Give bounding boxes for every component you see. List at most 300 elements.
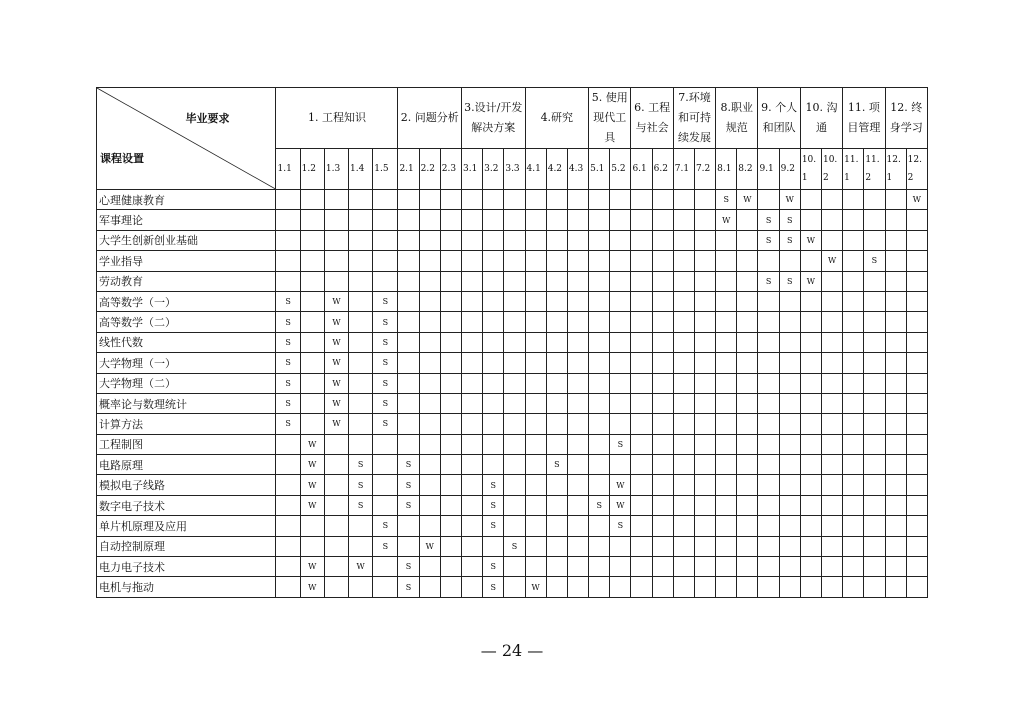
support-mark-cell [324,271,348,291]
support-mark-cell [349,516,373,536]
support-mark-cell [525,210,546,230]
support-mark-cell [843,536,864,556]
support-mark-cell [373,475,398,495]
support-mark-cell [800,312,821,332]
support-mark-cell [694,332,715,352]
support-mark-cell [546,393,567,413]
support-mark-cell [610,353,631,373]
support-mark-cell: S [276,353,300,373]
support-mark-cell [800,536,821,556]
support-mark-cell [843,230,864,250]
support-mark-cell: W [300,557,324,577]
support-mark-cell [589,271,610,291]
support-mark-cell [779,332,800,352]
support-mark-cell [652,251,673,271]
support-mark-cell [276,455,300,475]
support-mark-cell [462,353,483,373]
course-name: 工程制图 [97,434,276,454]
support-mark-cell: W [800,271,821,291]
support-mark-cell [462,455,483,475]
support-mark-cell [525,271,546,291]
support-mark-cell [843,414,864,434]
support-mark-cell: S [483,516,504,536]
support-mark-cell [398,536,419,556]
support-mark-cell [546,475,567,495]
support-mark-cell [673,455,694,475]
support-mark-cell [398,516,419,536]
support-mark-cell [716,312,737,332]
support-mark-cell [610,373,631,393]
support-mark-cell [567,475,588,495]
support-mark-cell [610,312,631,332]
support-mark-cell [779,434,800,454]
support-mark-cell [419,475,440,495]
support-mark-cell [589,536,610,556]
course-name: 高等数学（一） [97,291,276,311]
support-mark-cell [843,271,864,291]
support-mark-cell [349,536,373,556]
support-mark-cell: W [525,577,546,597]
support-mark-cell [567,434,588,454]
support-mark-cell [800,434,821,454]
support-mark-cell [843,353,864,373]
support-mark-cell: S [373,332,398,352]
support-mark-cell: W [906,190,927,210]
support-mark-cell [779,455,800,475]
course-name: 高等数学（二） [97,312,276,332]
support-mark-cell [462,332,483,352]
support-mark-cell [276,577,300,597]
support-mark-cell [610,414,631,434]
requirement-sub-header: 1.3 [324,149,348,190]
support-mark-cell [589,312,610,332]
course-rows [97,190,928,598]
support-mark-cell [419,332,440,352]
corner-cell [97,88,276,190]
support-mark-cell [567,190,588,210]
support-mark-cell [885,291,906,311]
support-mark-cell [673,414,694,434]
requirements-table [96,87,928,598]
course-name: 单片机原理及应用 [97,516,276,536]
support-mark-cell [419,373,440,393]
support-mark-cell [758,536,779,556]
support-mark-cell [525,516,546,536]
support-mark-cell [546,312,567,332]
requirement-sub-header: 12.2 [906,149,927,190]
support-mark-cell [779,516,800,536]
support-mark-cell [631,230,652,250]
support-mark-cell [821,434,842,454]
support-mark-cell [716,271,737,291]
support-mark-cell [373,230,398,250]
support-mark-cell [525,434,546,454]
support-mark-cell [737,353,758,373]
support-mark-cell [885,414,906,434]
support-mark-cell: W [300,434,324,454]
support-mark-cell [821,536,842,556]
course-name: 心理健康教育 [97,190,276,210]
support-mark-cell [462,210,483,230]
support-mark-cell [525,373,546,393]
support-mark-cell [906,414,927,434]
support-mark-cell [843,516,864,536]
support-mark-cell [716,455,737,475]
support-mark-cell [589,332,610,352]
support-mark-cell: S [349,455,373,475]
support-mark-cell [779,475,800,495]
support-mark-cell [843,373,864,393]
support-mark-cell [906,557,927,577]
support-mark-cell: W [821,251,842,271]
support-mark-cell [504,495,525,515]
requirement-group-header: 6. 工程与社会 [631,88,673,149]
support-mark-cell [673,516,694,536]
support-mark-cell [525,332,546,352]
support-mark-cell [673,475,694,495]
support-mark-cell [864,291,885,311]
requirement-group-header: 1. 工程知识 [276,88,398,149]
support-mark-cell [906,230,927,250]
support-mark-cell [276,475,300,495]
course-name: 大学生创新创业基础 [97,230,276,250]
support-mark-cell [589,414,610,434]
support-mark-cell [737,210,758,230]
support-mark-cell [821,393,842,413]
support-mark-cell [864,414,885,434]
support-mark-cell: S [758,230,779,250]
support-mark-cell [694,516,715,536]
support-mark-cell [504,557,525,577]
support-mark-cell [694,414,715,434]
support-mark-cell [525,475,546,495]
support-mark-cell [349,393,373,413]
support-mark-cell [440,495,461,515]
support-mark-cell: S [610,434,631,454]
support-mark-cell [567,353,588,373]
requirement-sub-header: 3.2 [483,149,504,190]
support-mark-cell [631,271,652,291]
support-mark-cell [589,434,610,454]
requirement-sub-header: 4.1 [525,149,546,190]
support-mark-cell [779,251,800,271]
support-mark-cell [440,190,461,210]
support-mark-cell [864,393,885,413]
support-mark-cell [462,495,483,515]
support-mark-cell [673,332,694,352]
support-mark-cell: S [716,190,737,210]
support-mark-cell [324,230,348,250]
support-mark-cell [349,230,373,250]
support-mark-cell [398,251,419,271]
support-mark-cell [864,332,885,352]
support-mark-cell [589,251,610,271]
support-mark-cell [324,251,348,271]
support-mark-cell [567,495,588,515]
support-mark-cell: W [300,455,324,475]
support-mark-cell [462,393,483,413]
support-mark-cell: W [324,332,348,352]
course-name: 概率论与数理统计 [97,393,276,413]
support-mark-cell [300,536,324,556]
support-mark-cell [864,210,885,230]
support-mark-cell [652,536,673,556]
support-mark-cell [373,455,398,475]
support-mark-cell [737,414,758,434]
support-mark-cell [567,414,588,434]
support-mark-cell [610,251,631,271]
support-mark-cell [800,495,821,515]
support-mark-cell [504,230,525,250]
support-mark-cell [864,190,885,210]
support-mark-cell [864,312,885,332]
support-mark-cell [652,495,673,515]
requirement-sub-header: 2.3 [440,149,461,190]
requirement-sub-header: 2.1 [398,149,419,190]
course-name: 劳动教育 [97,271,276,291]
support-mark-cell [419,210,440,230]
support-mark-cell [631,577,652,597]
diagonal-line [97,88,275,189]
support-mark-cell [419,353,440,373]
support-mark-cell [276,190,300,210]
support-mark-cell: S [758,271,779,291]
support-mark-cell: W [716,210,737,230]
support-mark-cell [300,230,324,250]
support-mark-cell [758,577,779,597]
requirement-sub-header: 6.2 [652,149,673,190]
support-mark-cell [673,291,694,311]
support-mark-cell [300,251,324,271]
support-mark-cell [779,353,800,373]
support-mark-cell: S [483,557,504,577]
support-mark-cell [800,373,821,393]
support-mark-cell: S [373,291,398,311]
course-name: 大学物理（二） [97,373,276,393]
support-mark-cell [737,393,758,413]
support-mark-cell [324,190,348,210]
support-mark-cell [800,414,821,434]
support-mark-cell [398,230,419,250]
support-mark-cell: S [276,291,300,311]
support-mark-cell [504,516,525,536]
support-mark-cell [800,190,821,210]
support-mark-cell: W [324,414,348,434]
support-mark-cell [652,271,673,291]
support-mark-cell: S [546,455,567,475]
support-mark-cell [462,312,483,332]
support-mark-cell [843,577,864,597]
support-mark-cell: S [398,557,419,577]
support-mark-cell [349,210,373,230]
support-mark-cell [546,210,567,230]
support-mark-cell [673,312,694,332]
support-mark-cell [440,332,461,352]
support-mark-cell [631,353,652,373]
support-mark-cell [673,271,694,291]
support-mark-cell [349,434,373,454]
course-name: 军事理论 [97,210,276,230]
support-mark-cell [737,475,758,495]
support-mark-cell [906,577,927,597]
support-mark-cell [800,210,821,230]
support-mark-cell [349,291,373,311]
support-mark-cell [462,230,483,250]
support-mark-cell [324,434,348,454]
support-mark-cell [483,536,504,556]
support-mark-cell [694,312,715,332]
support-mark-cell [800,251,821,271]
support-mark-cell [673,434,694,454]
support-mark-cell [652,353,673,373]
requirement-group-header: 11. 项目管理 [843,88,885,149]
support-mark-cell [349,373,373,393]
support-mark-cell [419,291,440,311]
support-mark-cell [652,230,673,250]
support-mark-cell [843,190,864,210]
support-mark-cell [631,373,652,393]
course-settings-label: 课程设置 [100,152,144,165]
support-mark-cell [906,332,927,352]
support-mark-cell [525,190,546,210]
support-mark-cell [885,332,906,352]
support-mark-cell [885,210,906,230]
support-mark-cell [716,332,737,352]
support-mark-cell [610,577,631,597]
support-mark-cell [398,312,419,332]
support-mark-cell [864,577,885,597]
support-mark-cell [419,312,440,332]
support-mark-cell [462,271,483,291]
support-mark-cell: S [276,414,300,434]
support-mark-cell [462,536,483,556]
course-name: 数字电子技术 [97,495,276,515]
requirement-sub-header: 10.2 [821,149,842,190]
support-mark-cell [885,190,906,210]
support-mark-cell [589,373,610,393]
support-mark-cell [843,557,864,577]
support-mark-cell [610,393,631,413]
support-mark-cell [694,455,715,475]
support-mark-cell [525,557,546,577]
support-mark-cell [462,291,483,311]
support-mark-cell [885,353,906,373]
support-mark-cell [758,373,779,393]
support-mark-cell [885,475,906,495]
support-mark-cell [483,230,504,250]
support-mark-cell [398,353,419,373]
support-mark-cell [652,516,673,536]
support-mark-cell [504,291,525,311]
support-mark-cell [673,577,694,597]
support-mark-cell [906,393,927,413]
support-mark-cell [843,291,864,311]
requirement-group-header: 3.设计/开发解决方案 [462,88,526,149]
support-mark-cell [737,271,758,291]
support-mark-cell [779,393,800,413]
support-mark-cell [398,271,419,291]
support-mark-cell [589,516,610,536]
support-mark-cell [694,393,715,413]
support-mark-cell [398,291,419,311]
support-mark-cell: S [504,536,525,556]
support-mark-cell: S [276,332,300,352]
support-mark-cell [631,557,652,577]
support-mark-cell [716,251,737,271]
support-mark-cell [440,557,461,577]
support-mark-cell [300,291,324,311]
support-mark-cell [737,557,758,577]
table-row [97,210,928,230]
requirement-sub-header: 8.2 [737,149,758,190]
requirement-sub-header: 10.1 [800,149,821,190]
support-mark-cell [546,373,567,393]
requirement-sub-header: 9.1 [758,149,779,190]
support-mark-cell [864,373,885,393]
support-mark-cell [800,291,821,311]
support-mark-cell [462,373,483,393]
support-mark-cell [906,495,927,515]
support-mark-cell [462,577,483,597]
requirement-sub-header: 12.1 [885,149,906,190]
support-mark-cell [821,190,842,210]
support-mark-cell [525,495,546,515]
table-row [97,475,928,495]
support-mark-cell [349,414,373,434]
support-mark-cell [373,434,398,454]
support-mark-cell [652,312,673,332]
table-row [97,434,928,454]
support-mark-cell [567,251,588,271]
course-name: 电机与拖动 [97,577,276,597]
support-mark-cell [300,414,324,434]
support-mark-cell [758,495,779,515]
support-mark-cell: S [349,495,373,515]
support-mark-cell [419,434,440,454]
support-mark-cell: S [864,251,885,271]
support-mark-cell [349,190,373,210]
support-mark-cell [906,434,927,454]
support-mark-cell [737,332,758,352]
support-mark-cell [864,271,885,291]
support-mark-cell [906,271,927,291]
table-row [97,353,928,373]
support-mark-cell [276,557,300,577]
support-mark-cell [462,251,483,271]
graduation-requirements-label: 毕业要求 [185,112,230,125]
support-mark-cell [610,291,631,311]
table-row [97,393,928,413]
support-mark-cell [567,332,588,352]
support-mark-cell [373,271,398,291]
support-mark-cell: S [398,475,419,495]
support-mark-cell [324,455,348,475]
support-mark-cell [276,251,300,271]
support-mark-cell [349,577,373,597]
support-mark-cell: W [324,291,348,311]
support-mark-cell [758,516,779,536]
support-mark-cell: W [300,475,324,495]
support-mark-cell [652,210,673,230]
support-mark-cell [694,373,715,393]
support-mark-cell [631,455,652,475]
support-mark-cell [440,373,461,393]
support-mark-cell [419,393,440,413]
table-row [97,230,928,250]
support-mark-cell [300,312,324,332]
support-mark-cell [716,291,737,311]
support-mark-cell [758,291,779,311]
